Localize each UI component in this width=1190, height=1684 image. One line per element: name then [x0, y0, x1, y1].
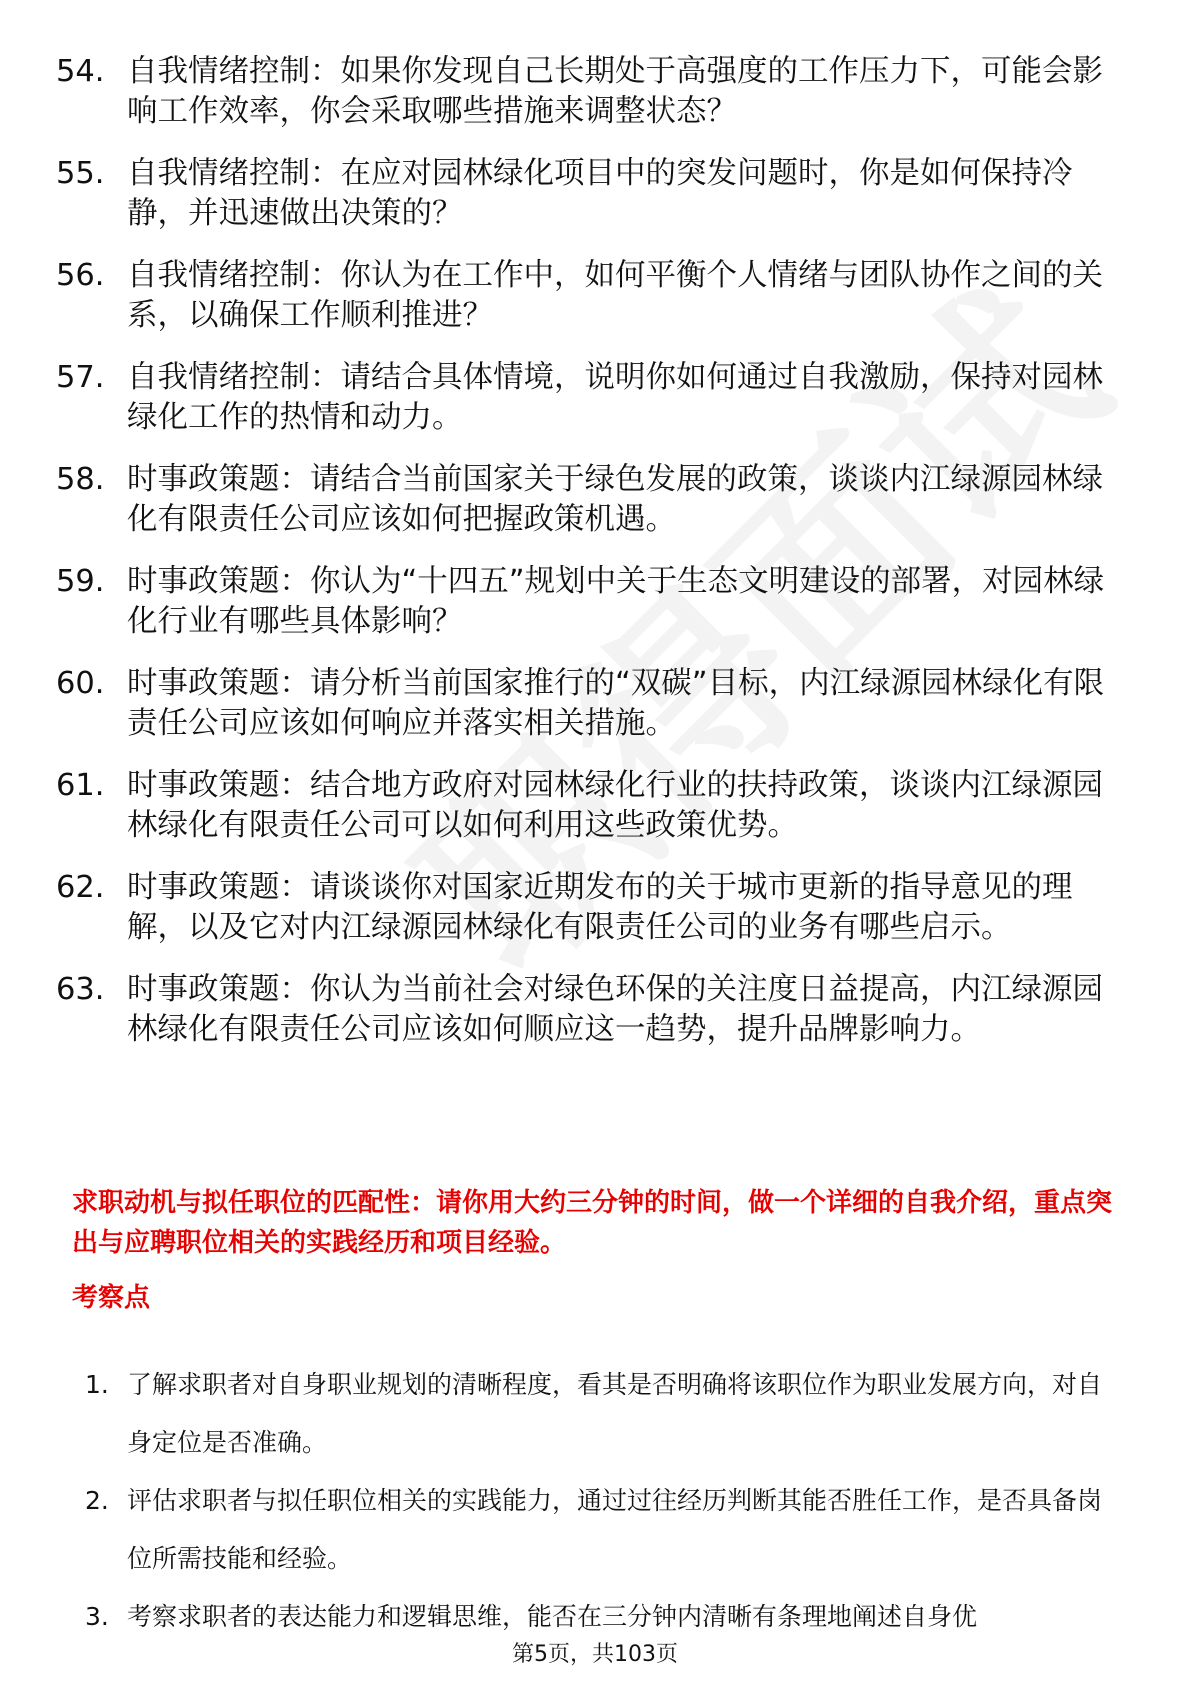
- question-text: 时事政策题：请谈谈你对国家近期发布的关于城市更新的指导意见的理解，以及它对内江绿源园林绿化有限责任公司的业务有哪些启示。: [127, 870, 1073, 945]
- question-number: 57.: [56, 360, 105, 395]
- assessment-points-list: [85, 1356, 1125, 1646]
- question-text: 时事政策题：请结合当前国家关于绿色发展的政策，谈谈内江绿源园林绿化有限责任公司应该如何把握政策机遇。: [127, 462, 1103, 537]
- assessment-point: [85, 1472, 1125, 1588]
- question-list: [56, 52, 1116, 1072]
- point-number: 2.: [85, 1486, 109, 1515]
- question-item: [56, 52, 1116, 132]
- question-item: [56, 766, 1116, 846]
- question-text: 时事政策题：你认为当前社会对绿色环保的关注度日益提高，内江绿源园林绿化有限责任公司应该如何顺应这一趋势，提升品牌影响力。: [127, 972, 1103, 1047]
- question-number: 55.: [56, 156, 105, 191]
- question-number: 59.: [56, 564, 105, 599]
- question-item: [56, 664, 1116, 744]
- question-item: [56, 970, 1116, 1050]
- question-item: [56, 868, 1116, 948]
- page-footer: 第5页，共103页: [512, 1642, 678, 1667]
- question-number: 56.: [56, 258, 105, 293]
- section-title: 求职动机与拟任职位的匹配性：请你用大约三分钟的时间，做一个详细的自我介绍，重点突出与应聘职位相关的实践经历和项目经验。: [72, 1188, 1113, 1258]
- question-text: 时事政策题：请分析当前国家推行的“双碳”目标，内江绿源园林绿化有限责任公司应该如何响应并落实相关措施。: [127, 666, 1105, 741]
- question-number: 58.: [56, 462, 105, 497]
- question-number: 63.: [56, 972, 105, 1007]
- assessment-point: [85, 1356, 1125, 1472]
- point-text: 评估求职者与拟任职位相关的实践能力，通过过往经历判断其能否胜任工作，是否具备岗位所需技能和经验。: [127, 1486, 1103, 1573]
- question-text: 自我情绪控制：如果你发现自己长期处于高强度的工作压力下，可能会影响工作效率，你会采取哪些措施来调整状态？: [127, 54, 1103, 129]
- question-text: 自我情绪控制：在应对园林绿化项目中的突发问题时，你是如何保持冷静，并迅速做出决策的？: [127, 156, 1073, 231]
- question-number: 62.: [56, 870, 105, 905]
- question-text: 时事政策题：你认为“十四五”规划中关于生态文明建设的部署，对园林绿化行业有哪些具体影响？: [127, 564, 1105, 639]
- question-number: 61.: [56, 768, 105, 803]
- question-item: [56, 358, 1116, 438]
- points-heading: 考察点: [72, 1283, 151, 1313]
- assessment-point: [85, 1588, 1125, 1646]
- question-text: 自我情绪控制：你认为在工作中，如何平衡个人情绪与团队协作之间的关系，以确保工作顺利推进？: [127, 258, 1103, 333]
- point-text: 考察求职者的表达能力和逻辑思维，能否在三分钟内清晰有条理地阐述自身优: [127, 1602, 978, 1631]
- question-item: [56, 562, 1116, 642]
- question-text: 时事政策题：结合地方政府对园林绿化行业的扶持政策，谈谈内江绿源园林绿化有限责任公司可以如何利用这些政策优势。: [127, 768, 1103, 843]
- point-number: 1.: [85, 1370, 109, 1399]
- question-item: [56, 256, 1116, 336]
- question-item: [56, 154, 1116, 234]
- question-number: 54.: [56, 54, 105, 89]
- question-number: 60.: [56, 666, 105, 701]
- point-number: 3.: [85, 1602, 109, 1631]
- point-text: 了解求职者对自身职业规划的清晰程度，看其是否明确将该职位作为职业发展方向，对自身定位是否准确。: [127, 1370, 1103, 1457]
- question-text: 自我情绪控制：请结合具体情境，说明你如何通过自我激励，保持对园林绿化工作的热情和动力。: [127, 360, 1103, 435]
- question-item: [56, 460, 1116, 540]
